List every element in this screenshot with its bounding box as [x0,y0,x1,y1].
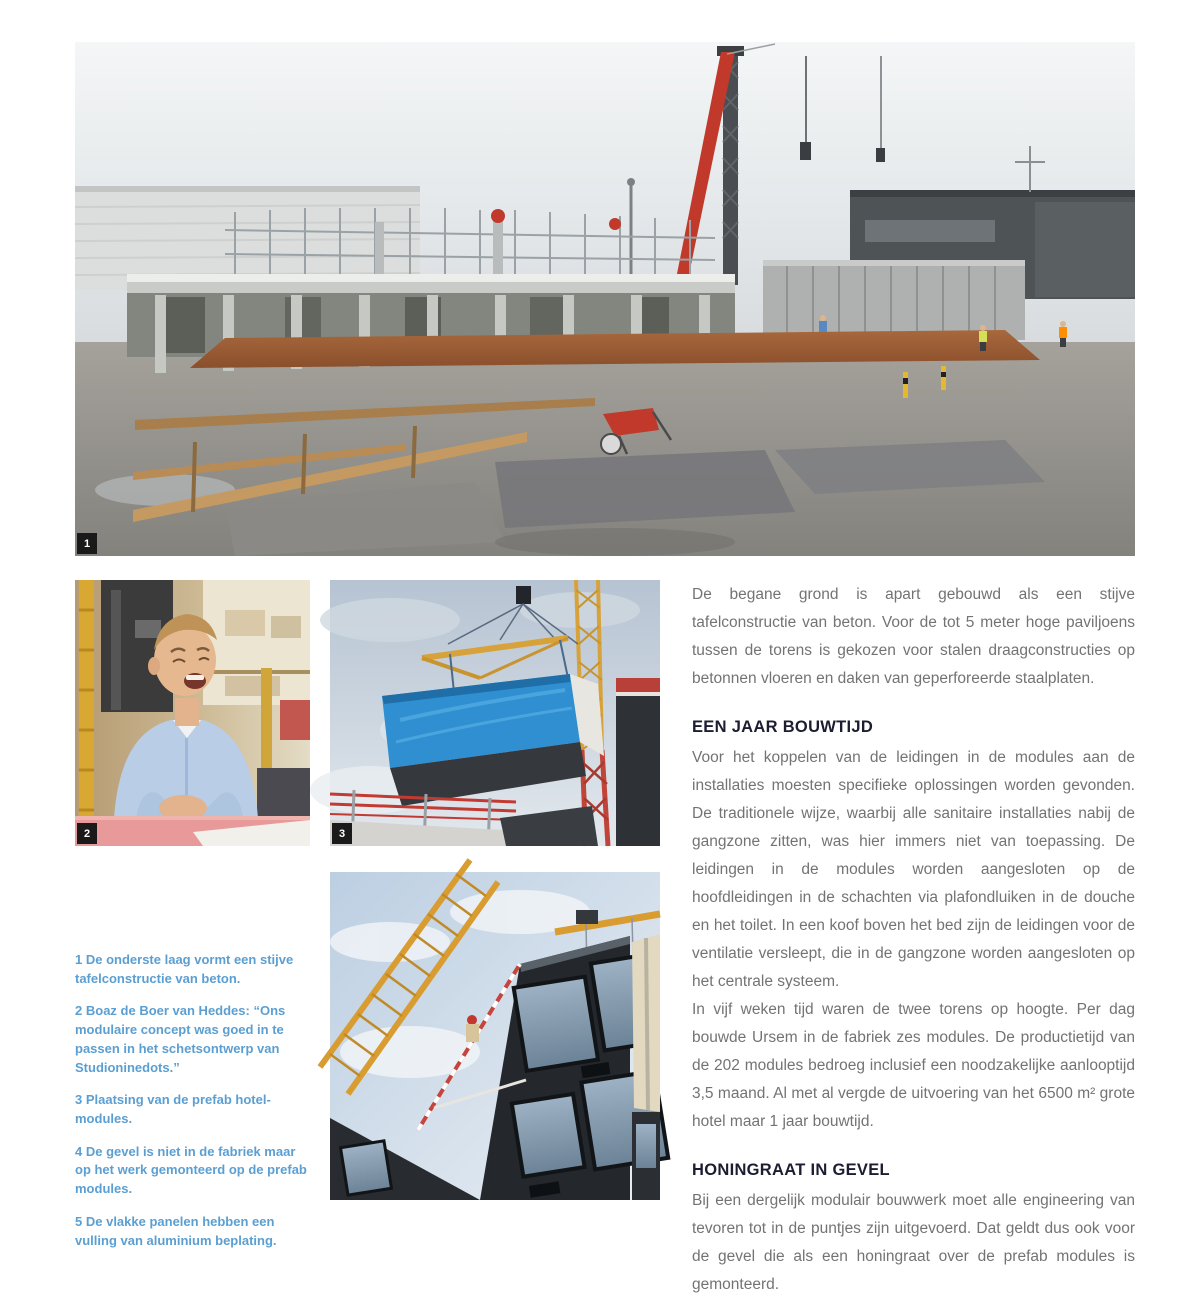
article-paragraph: Voor het koppelen van de leidingen in de modules aan de installaties moesten specifieke oplossingen worden gevonden. De traditionele wijze, waarbij alle sanitaire installaties nabij de gangzone zitten, was hier immers niet van toepassing. De leidingen in de modules worden aangesloten op de hoofdleidingen in de schachten via plafondluiken in de douche en het toilet. In een koof boven het bed zijn de leidingen voor de ventilatie versleept, die in de gangzone worden aangesloten op het centrale systeem. [692,749,1135,990]
caption-text: Plaatsing van de prefab hotel-modules. [75,1092,271,1127]
module-hoisting-illustration [330,580,660,846]
caption-5 [75,1213,310,1250]
caption-1 [75,951,310,988]
caption-number: 3 [75,1092,83,1108]
photo-badge-1: 1 [77,533,97,554]
caption-text: De vlakke panelen hebben een vulling van aluminium beplating. [75,1213,277,1248]
section-heading-bouwtijd: EEN JAAR BOUWTIJD [692,718,874,736]
table-edge [75,816,310,820]
section-heading-honingraat: HONINGRAAT IN GEVEL [692,1161,890,1179]
caption-number: 4 [75,1143,83,1159]
neck [175,698,199,726]
article-intro: De begane grond is apart gebouwd als een stijve tafelconstructie van beton. Voor de tot 5 meter hoge paviljoens tussen de torens is gekozen voor stalen draagconstructies op betonnen vloeren en daken van geperforeerde staalplaten. [692,586,1135,687]
teeth [186,675,204,680]
ear [148,657,160,675]
photo-badge-3: 3 [332,823,352,844]
photo-construction-site [75,42,1135,556]
caption-4 [75,1143,310,1199]
caption-text: De onderste laag vormt een stijve tafelconstructie van beton. [75,952,294,986]
caption-number: 5 [75,1213,83,1229]
article-column [692,581,1135,1299]
cream-building-right [632,934,660,1200]
caption-number: 2 [75,1003,83,1019]
article-paragraph: In vijf weken tijd waren de twee torens op hoogte. Per dag bouwde Ursem in de fabriek zes modules. De productietijd van de 202 modules bedroeg inclusief een noodzakelijke aanlooptijd 3,5 maand. Al met al vergde de uitvoering van het 6500 m² grote hotel maar 1 jaar bouwtijd. [692,1001,1135,1130]
photo-module-hoisting [330,580,660,846]
construction-site-illustration [75,42,1135,556]
caption-text: Boaz de Boer van Heddes: “Ons modulaire concept was goed in te passen in het schetsontwerp van Studioninedots.” [75,1003,286,1075]
photo-portrait-boaz-de-boer [75,580,310,846]
article-paragraph: Bij een dergelijk modulair bouwwerk moet alle engineering van tevoren tot in de puntjes zijn uitgevoerd. Dat geldt dus ook voor de gevel die als een honingraat over de prefab modules is gemonteerd. [692,1192,1135,1293]
caption-number: 1 [75,952,83,967]
photo-badge-2: 2 [77,823,97,844]
facade-illustration [330,872,660,1200]
caption-2 [75,1002,310,1077]
photo-facade-modules [330,872,660,1200]
photo-captions [75,951,310,1264]
caption-text: De gevel is niet in de fabriek maar op het werk gemonteerd op de prefab modules. [75,1143,307,1197]
caption-3 [75,1091,310,1128]
portrait-illustration [75,580,310,846]
dark-building-right [616,678,660,846]
